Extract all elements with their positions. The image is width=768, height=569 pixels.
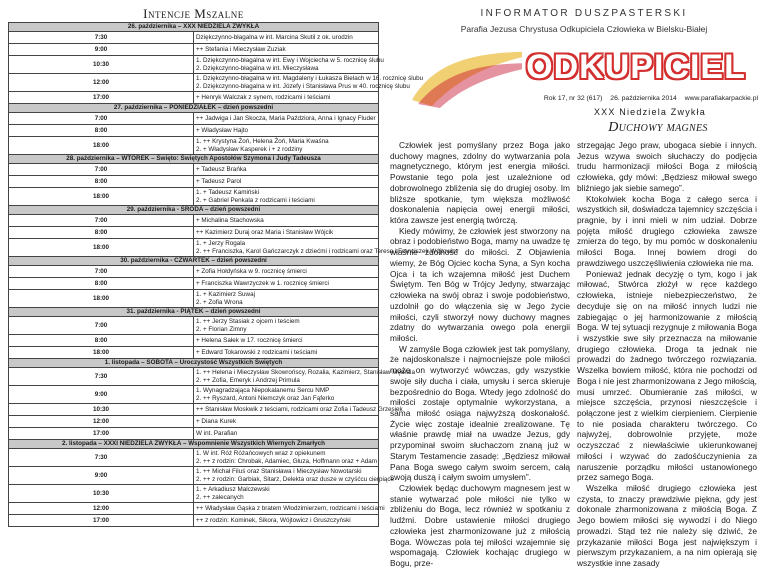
article-paragraph: Wszelka miłość drugiego człowieka jest czysta, to znaczy prawdziwie piękna, gdy jest dokonale zharmonizowana z miłością Boga. Z Jego bowiem miłości się wywodzi i do Niego prowadzi. Stąd też nie należy się dziwić, że przykazanie miłości Boga jest największym i pierwszym przykazaniem, a na nim opierają się wszystkie inne zasady (577, 483, 757, 569)
intention-text (194, 503, 385, 515)
mass-time: 12:00 (9, 74, 194, 92)
intention-row (9, 485, 379, 503)
day-header-text: 31. października - PIĄTEK – dzień powszedni (9, 308, 379, 317)
mass-time: 12:00 (9, 416, 194, 428)
article-paragraph: strzegając Jego praw, ubogaca siebie i innych. Jezus wzywa swoich słuchaczy do podjęcia trudu harmonizacji miłości Boga z miłością człowieka, gdy mówi: „Będziesz miłował swego bliźniego jak siebie samego”. (577, 140, 757, 193)
article-paragraph: Człowiek będąc duchowym magnesem jest w stanie wytwarzać pole miłości nie tylko w zbliżeniu do Boga, lecz również w spotkaniu z ludźmi. Dobre ustawienie miłości drugiego człowieka jest zharmonizowane już z miłością Boga. Wówczas pola tej miłości wzajemnie się wspomagają. Człowiek kochając drugiego w Bogu, prze- (390, 483, 570, 569)
intention-row (9, 227, 379, 239)
intention-line: 2. + Florian Zimny (196, 325, 247, 333)
intention-text (194, 74, 424, 92)
day-header-text: 28. października – WTOREK – Święto: Świętych Apostołów Szymona i Judy Tadeusza (9, 155, 379, 164)
intention-text (194, 92, 379, 104)
intention-line: 2. + Władysław Kasperek i + z rodziny (196, 145, 303, 153)
mass-time: 10:30 (9, 56, 194, 74)
mass-time: 9:00 (9, 386, 194, 404)
intention-text (194, 317, 379, 335)
intention-line: Dziękczynno-błagalna w int. Marcina Skutil z ok. urodzin (196, 33, 353, 41)
intention-line: 1. + Kazimierz Suwaj (196, 291, 255, 299)
intention-text (194, 335, 379, 347)
intention-line: 1. + Tadeusz Kamiński (196, 189, 260, 197)
intention-text (194, 347, 379, 359)
day-header-text: 26. października – XXX NIEDZIELA ZWYKŁA (9, 23, 379, 32)
intention-line: ++ Stefania i Mieczysław Zuziak (196, 45, 286, 53)
mass-time: 9:00 (9, 44, 194, 56)
issue-number: Rok 17, nr 32 (617) (543, 95, 603, 102)
intention-text (194, 137, 379, 155)
mass-time: 7:00 (9, 215, 194, 227)
intention-row (9, 74, 379, 92)
intention-line: + Helena Sałek w 17. rocznicę śmierci (196, 336, 303, 344)
intention-line: 2. ++ z rodzin: Chrobak, Adamiec, Głuza, Hoffmann oraz + Adam (196, 457, 378, 465)
mass-time: 8:00 (9, 227, 194, 239)
intention-text (194, 428, 379, 440)
intention-text (194, 56, 384, 74)
day-header (9, 104, 379, 113)
intention-text (194, 467, 395, 485)
intention-text (194, 215, 379, 227)
mass-time: 17:00 (9, 428, 194, 440)
mass-time: 7:30 (9, 368, 194, 386)
day-header (9, 155, 379, 164)
intention-text (194, 449, 379, 467)
intention-text (194, 386, 379, 404)
intention-row (9, 278, 379, 290)
intention-line: + Henryk Walczak z synem, rodzicami i teściami (196, 93, 331, 101)
logo-text: ODKUPICIEL (526, 48, 746, 86)
intention-line: 1. Dziękczynno-błagalna w int. Magdaleny i Łukasza Bielach w 16. rocznicę ślubu (196, 75, 424, 83)
mass-time: 8:00 (9, 278, 194, 290)
mass-time: 18:00 (9, 137, 194, 155)
intention-text (194, 239, 459, 257)
mass-time: 18:00 (9, 347, 194, 359)
intencje-table (8, 22, 459, 527)
intention-text (194, 164, 379, 176)
intention-row (9, 164, 379, 176)
mass-time: 7:00 (9, 317, 194, 335)
intention-text (194, 368, 415, 386)
mass-time: 17:00 (9, 515, 194, 527)
mass-time: 10:30 (9, 485, 194, 503)
day-header (9, 23, 379, 32)
intention-row (9, 317, 379, 335)
intention-line: + Diana Kurek (196, 417, 237, 425)
intention-row (9, 44, 379, 56)
intention-line: 2. ++ Ryszard, Antoni Niemczyk oraz Jan Fąferko (196, 394, 335, 402)
intention-text (194, 416, 379, 428)
mass-time: 7:30 (9, 32, 194, 44)
intention-line: 2. Dziękczynno-błagalna w int. Mieczysława (196, 64, 319, 72)
intention-row (9, 125, 379, 137)
mass-time: 18:00 (9, 188, 194, 206)
article-column-2 (577, 140, 757, 569)
intention-text (194, 113, 379, 125)
intention-text (194, 188, 379, 206)
intention-row (9, 113, 379, 125)
mass-time: 10:30 (9, 404, 194, 416)
mass-time: 17:00 (9, 92, 194, 104)
mass-time: 12:00 (9, 503, 194, 515)
intention-line: 1. + Arkadiusz Malczewski (196, 486, 270, 494)
parish-name: Parafia Jezusa Chrystusa Odkupiciela Człowieka w Bielsku-Białej (460, 24, 708, 34)
intention-line: 2. + Zofia Wrona (196, 298, 243, 306)
day-header-text: 29. października - ŚRODA – dzień powszedni (9, 206, 379, 215)
intention-line: W int. Parafian (196, 429, 238, 437)
day-header-text: 30. października - CZWARTEK – dzień powszedni (9, 257, 379, 266)
mass-time: 7:00 (9, 164, 194, 176)
intention-row (9, 266, 379, 278)
day-header (9, 257, 379, 266)
day-header (9, 440, 379, 449)
intention-text (194, 32, 379, 44)
issue-line (390, 95, 762, 102)
intention-row (9, 386, 379, 404)
mass-time: 7:00 (9, 113, 194, 125)
intention-line: 2. ++ Zofia, Emeryk i Andrzej Primula (196, 376, 300, 384)
logo (522, 48, 750, 86)
mass-time: 8:00 (9, 125, 194, 137)
intention-row (9, 503, 379, 515)
intention-row (9, 56, 379, 74)
mass-time: 7:00 (9, 266, 194, 278)
intention-line: 1. W int. Róż Różańcowych wraz z opiekunem (196, 450, 326, 458)
mass-time: 8:00 (9, 335, 194, 347)
intention-row (9, 137, 379, 155)
intention-line: ++ Władysław Gąska z bratem Włodzimierzem, rodzicami i teściami (196, 504, 385, 512)
day-header-text: 2. listopada – XXXI NIEDZIELA ZWYKŁA – Wspomnienie Wszystkich Wiernych Zmarłych (9, 440, 379, 449)
day-header (9, 359, 379, 368)
intention-line: 2. ++ z rodzin: Garbiak, Sitarz, Delekta oraz dusze w czyśćcu cierpiące (196, 475, 395, 483)
intention-line: ++ Kazimierz Duraj oraz Maria i Stanisław Wójcik (196, 228, 334, 236)
article-paragraph: Ponieważ jednak decyzję o tym, kogo i jak miłować, Stwórca złożył w ręce każdego człowieka, istnieje niebezpieczeństwo, że decyduje się on na miłość innych ludzi nie zabiegając o jej harmonizowanie z miłością Boga. W tej sytuacji rezygnuje z miłowania Boga i wszystkie swe siły przeznacza na miłowanie drugiego człowieka. Droga ta jednak nie prowadzi do żadnego twórczego rozwiązania. Wszelka bowiem miłość, która nie pochodzi od Boga i nie jest zharmonizowana z Jego miłością, musi umrzeć. Obumieranie zaś miłości, w miejsce szczęścia, przynosi nieszczęście i połączone jest z wielkim cierpieniem. Cierpienie to nie posiada charakteru twórczego. Co najwyżej, dobrowolnie przyjęte, może oczyszczać z niewłaściwie ukierunkowanej miłości i wzywać do zadośćuczynienia za naruszenie porządku miłości ustanowionego przez samego Boga. (577, 268, 757, 483)
intention-text (194, 227, 379, 239)
article-column-1 (390, 140, 570, 569)
intention-text (194, 278, 379, 290)
intention-row (9, 515, 379, 527)
issue-date: 26. października 2014 (610, 95, 677, 102)
mass-time: 7:30 (9, 449, 194, 467)
intencje-title: Intencje Mszalne (143, 6, 244, 21)
mass-time: 9:00 (9, 467, 194, 485)
article-paragraph: W zamyśle Boga człowiek jest tak pomyślany, że najdoskonalsze i najmocniejsze pole miłości może on wytworzyć wówczas, gdy wszystkie swoje siły ducha i ciała, umysłu i serca skieruje bezpośrednio do Boga. Wtedy jego zdolność do miłości zostaje optymalnie wykorzystana, a sama miłość osiąga najwyższą doskonałość. Życie więc zostaje idealnie zrealizowane. Tę właśnie prawdę miał na uwadze Jezus, gdy przypominał swoim słuchaczom znaną już w Starym Testamencie zasadę: „Będziesz miłował Pana Boga swego całym swoim sercem, całą swoją duszą i całym swoim umysłem”. (390, 343, 570, 483)
intention-line: + Zofia Hołdyńska w 9. rocznicę śmierci (196, 267, 307, 275)
intention-line: 2. + Gabriel Penkala z rodzicami i teściami (196, 196, 315, 204)
intention-row (9, 32, 379, 44)
intention-line: 1. ++ Jerzy Stasiak z ojcem i teściem (196, 318, 300, 326)
intention-text (194, 44, 379, 56)
intention-line: 1. ++ Helena i Mieczysław Skowrońscy, Rozalia, Kazimierz, Stanisław Mędrala (196, 369, 415, 377)
intention-line: + Tadeusz Brańka (196, 165, 247, 173)
intention-line: + Władysław Hajto (196, 126, 248, 134)
informator-heading: INFORMATOR DUSZPASTERSKI (480, 8, 688, 19)
newsletter-front (390, 0, 762, 569)
intention-line: + Edward Tokarowski z rodzicami i teściami (196, 348, 318, 356)
intention-row (9, 449, 379, 467)
intention-row (9, 290, 379, 308)
intention-row (9, 176, 379, 188)
intention-line: + Michalina Stachowska (196, 216, 264, 224)
day-header (9, 308, 379, 317)
intention-line: + Franciszka Wawrzyczek w 1. rocznicę śmierci (196, 279, 329, 287)
intention-row (9, 428, 379, 440)
sunday-name: XXX Niedziela Zwykła (593, 107, 706, 117)
intention-row (9, 215, 379, 227)
intention-text (194, 290, 379, 308)
intention-row (9, 239, 379, 257)
article-paragraph: Kiedy mówimy, że człowiek jest stworzony na obraz i podobieństwo Boga, mamy na uwadze tę właśnie zdolność do miłości. Z Objawienia wiemy, że Bóg Ojciec kocha Syna, a Syn kocha Ojca i ta ich wzajemna miłość jest Duchem Świętym. Ten Bóg w Trójcy Jedyny, stwarzając człowieka na swój obraz i swoje podobieństwo, uzdolnił go do włączenia się w Jego życie miłości, czyli stworzył nowy duchowy magnes zdatny do wytwarzania owego pola energii miłości. (390, 225, 570, 343)
intention-text (194, 176, 379, 188)
day-header-text: 27. października – PONIEDZIAŁEK – dzień powszedni (9, 104, 379, 113)
intention-line: 1. ++ Krystyna Żoń, Helena Żoń, Maria Kwaśna (196, 138, 329, 146)
day-header-text: 1. listopada – SOBOTA – Uroczystość Wszystkich Świętych (9, 359, 379, 368)
intention-row (9, 368, 379, 386)
intention-text (194, 485, 379, 503)
intention-line: + Tadeusz Parol (196, 177, 242, 185)
intention-line: 1. ++ Michał Filuś oraz Stanisława i Mieczysław Nowotarski (196, 468, 362, 476)
article-title: Duchowy magnes (608, 120, 708, 135)
intention-line: ++ z rodzin: Kominek, Sikora, Wójtowicz i Gruszczyński (196, 516, 351, 524)
intention-line: 1. Wynagradzająca Niepokalanemu Sercu NMP (196, 387, 330, 395)
intencje-section (8, 6, 459, 527)
intention-line: 1. Dziękczynno-błagalna w int. Ewy i Wojciecha w 5. rocznicę ślubu (196, 57, 384, 65)
article-paragraph: Ktokolwiek kocha Boga z całego serca i wszystkich sił, doświadcza tajemnicy szczęścia i pragnie, by i inni mieli w nim udział. Dobrze pojęta miłość drugiego człowieka zawsze zmierza do tego, by mu pomóc w doskonaleniu miłości Boga. Innej bowiem drogi do prawdziwego uszczęśliwienia człowieka nie ma. (577, 193, 757, 268)
intention-row (9, 347, 379, 359)
intention-row (9, 467, 379, 485)
intention-text (194, 125, 379, 137)
intention-line: ++ Jadwiga i Jan Skocza, Maria Paździora, Anna i Ignacy Fluder (196, 114, 376, 122)
intention-text (194, 266, 379, 278)
intention-text (194, 515, 379, 527)
intention-row (9, 416, 379, 428)
intention-text (194, 404, 403, 416)
day-header (9, 206, 379, 215)
website-link[interactable]: www.parafiakarpackie.pl (684, 95, 758, 102)
intention-line: 2. ++ Franciszka, Karol Gańczarczyk z dziećmi i rodzicami oraz Teresa i Franciszek Wójtowicz (196, 247, 459, 255)
intention-line: ++ Stanisław Moskwik z teściami, rodzicami oraz Zofia i Tadeusz Grzesiek (196, 405, 403, 413)
intention-row (9, 92, 379, 104)
intention-line: 1. + Jerzy Rogala (196, 240, 246, 248)
intention-row (9, 335, 379, 347)
intention-row (9, 404, 379, 416)
article-paragraph: Człowiek jest pomyślany przez Boga jako duchowy magnes, zdolny do wytwarzania pola magnetycznego, którym jest energia miłości. Powstanie tego pola jest uzależnione od dobrowolnego zbliżenia się do drugiej osoby. Im bliższe spotkanie, tym większa możliwość doskonalenia napięcia owej energii miłości, która zawsze jest energią twórczą. (390, 140, 570, 226)
intention-line: 2. ++ zalecanych (196, 493, 244, 501)
intention-row (9, 188, 379, 206)
mass-time: 18:00 (9, 290, 194, 308)
mass-time: 18:00 (9, 239, 194, 257)
intention-line: 2. Dziękczynno-błagalna w int. Józefy i Stanisława Prus w 40. rocznicę ślubu (196, 82, 410, 90)
mass-time: 8:00 (9, 176, 194, 188)
